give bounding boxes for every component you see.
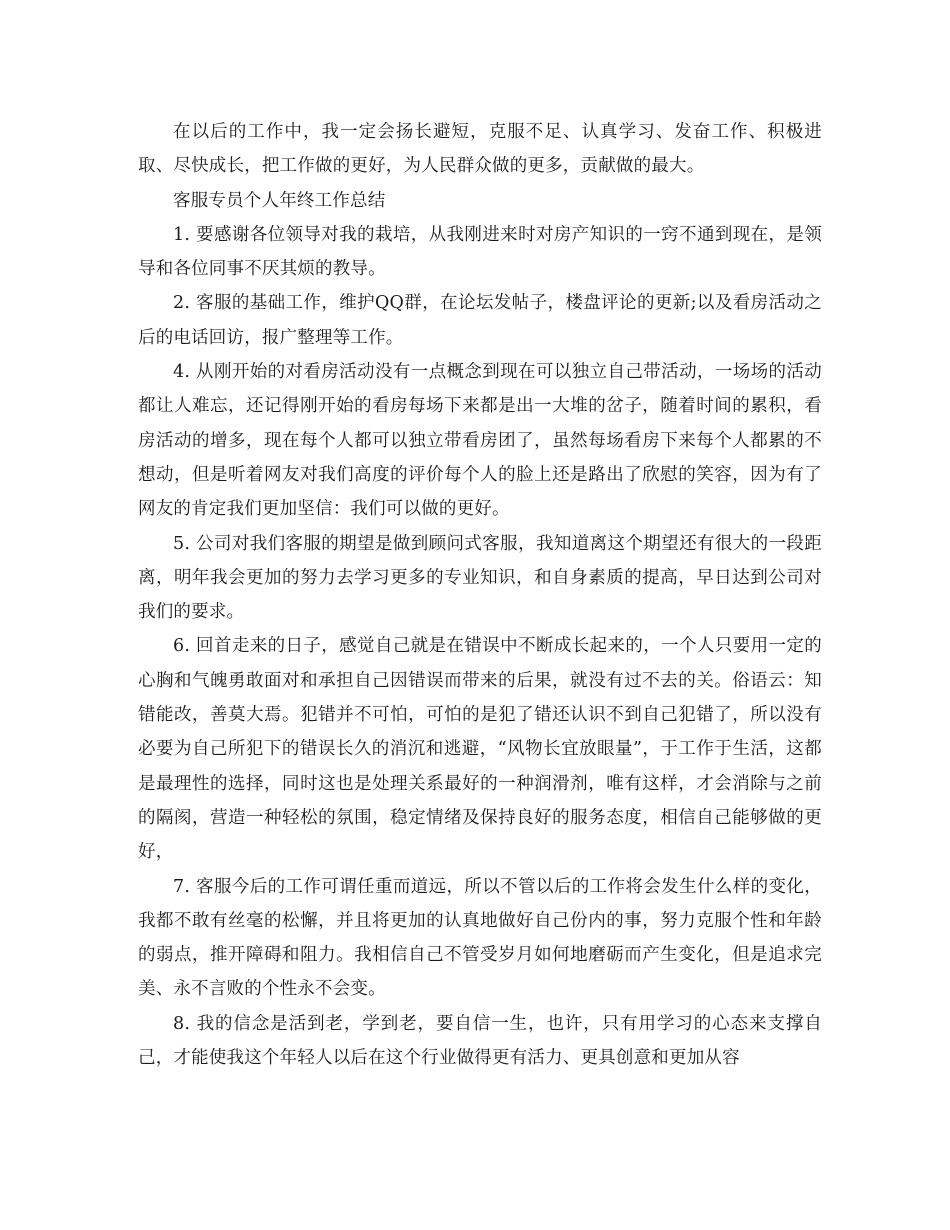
paragraph-item-2: 2. 客服的基础工作，维护QQ群，在论坛发帖子，楼盘评论的更新;以及看房活动之后的电话回访，报广整理等工作。 (138, 293, 822, 348)
paragraph-item-1: 1. 要感谢各位领导对我的栽培，从我刚进来时对房产知识的一窍不通到现在，是领导和各位同事不厌其烦的教导。 (138, 224, 822, 280)
paragraph-intro: 在以后的工作中，我一定会扬长避短，克服不足、认真学习、发奋工作、积极进取、尽快成长，把工作做的更好，为人民群众做的更多，贡献做的最大。 (138, 122, 822, 177)
paragraph-item-7: 7. 客服今后的工作可谓任重而道远，所以不管以后的工作将会发生什么样的变化，我都不敢有丝毫的松懈，并且将更加的认真地做好自己份内的事，努力克服个性和年龄的弱点，推开障碍和阻力。我相信自己不管受岁月如何地磨砺而产生变化，但是追求完美、永不言败的个性永不会变。 (138, 876, 822, 1000)
paragraph-item-8: 8. 我的信念是活到老，学到老，要自信一生，也许，只有用学习的心态来支撑自己，才能使我这个年轻人以后在这个行业做得更有活力、更具创意和更加从容 (138, 1013, 822, 1069)
document-body (138, 115, 822, 1075)
section-heading: 客服专员个人年终工作总结 (173, 190, 386, 211)
paragraph-item-6: 6. 回首走来的日子，感觉自己就是在错误中不断成长起来的，一个人只要用一定的心胸和气魄勇敢面对和承担自己因错误而带来的后果，就没有过不去的关。俗语云：知错能改，善莫大焉。犯错并不可怕，可怕的是犯了错还认识不到自己犯错了，所以没有必要为自己所犯下的错误长久的消沉和逃避，“风物长宜放眼量”，于工作于生活，这都是最理性的选择，同时这也是处理关系最好的一种润滑剂，唯有这样，才会消除与之前的隔阂，营造一种轻松的氛围，稳定情绪及保持良好的服务态度，相信自己能够做的更好， (138, 636, 822, 863)
paragraph-item-5: 5. 公司对我们客服的期望是做到顾问式客服，我知道离这个期望还有很大的一段距离，明年我会更加的努力去学习更多的专业知识，和自身素质的提高，早日达到公司对我们的要求。 (138, 533, 822, 623)
paragraph-item-4: 4. 从刚开始的对看房活动没有一点概念到现在可以独立自己带活动，一场场的活动都让人难忘，还记得刚开始的看房每场下来都是出一大堆的岔子，随着时间的累积，看房活动的增多，现在每个人都可以独立带看房团了，虽然每场看房下来每个人都累的不想动，但是听着网友对我们高度的评价每个人的脸上还是路出了欣慰的笑容，因为有了网友的肯定我们更加坚信：我们可以做的更好。 (138, 362, 822, 520)
